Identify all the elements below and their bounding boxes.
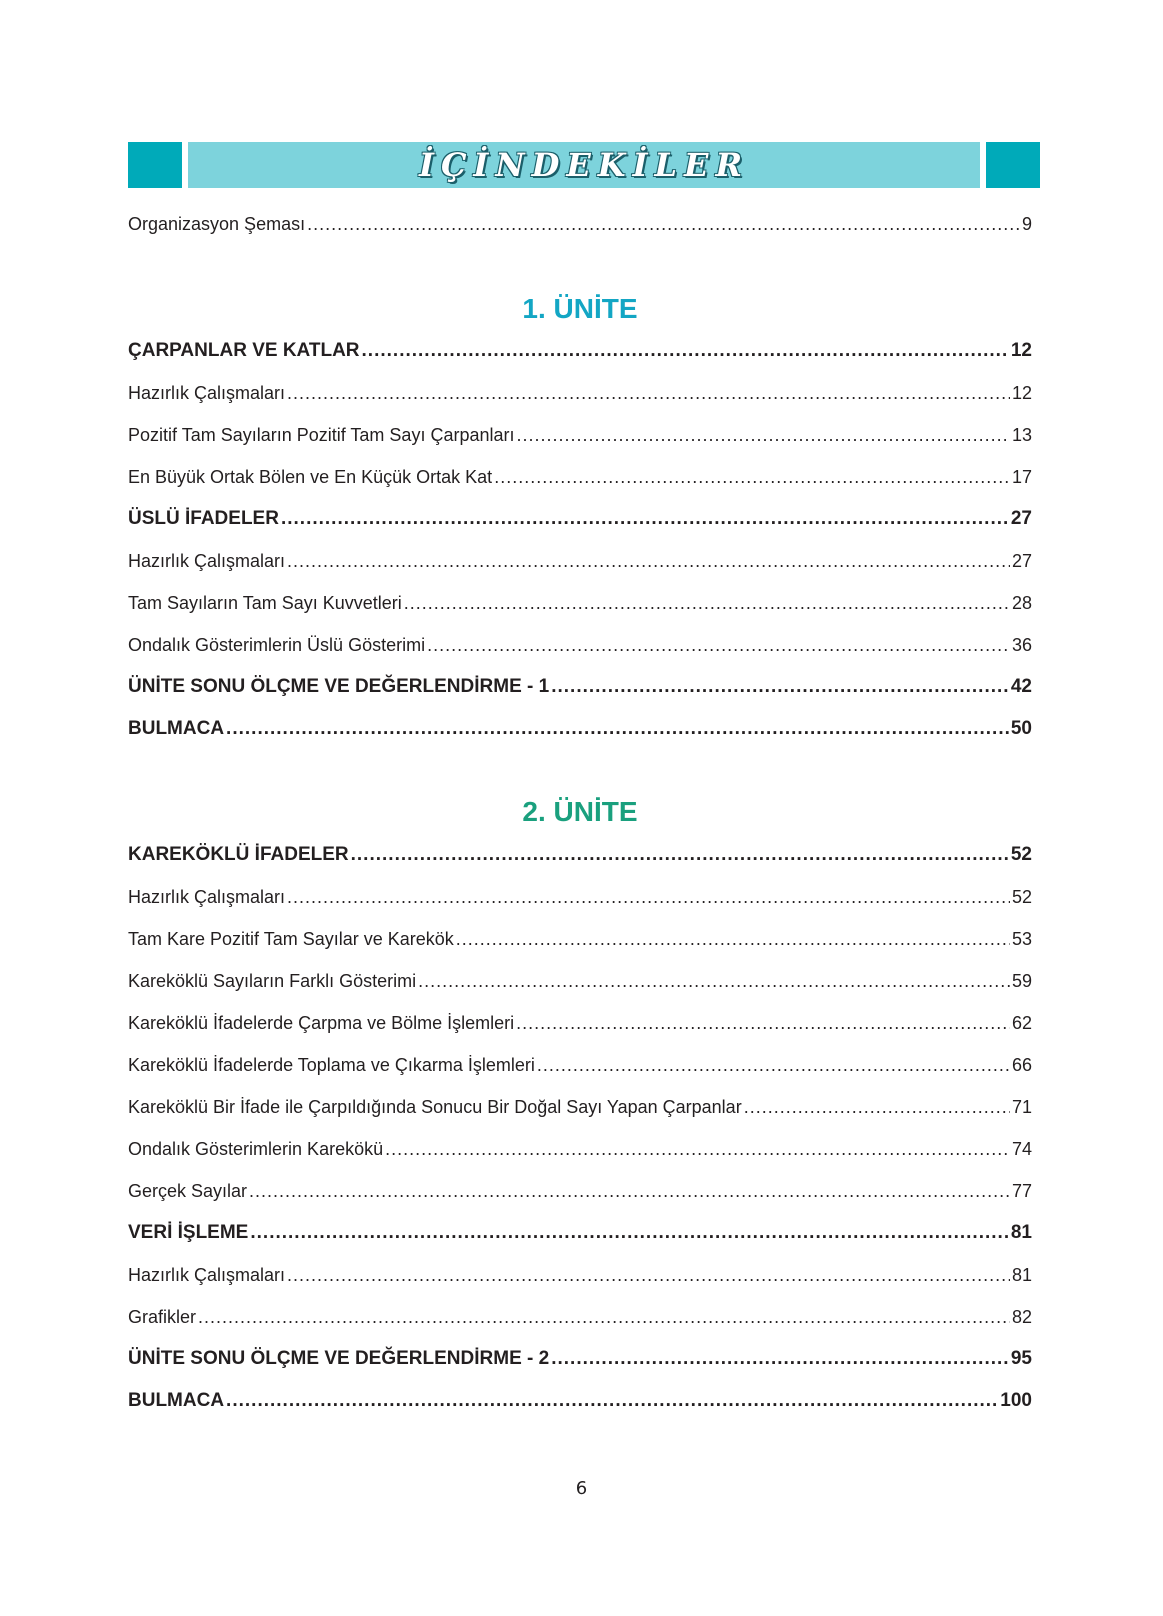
toc-entry[interactable] [128,927,1032,951]
toc-entry-page: 50 [1010,718,1032,739]
dot-leader [226,1389,998,1413]
toc-entry[interactable] [128,549,1032,573]
toc-entry-title: Tam Kare Pozitif Tam Sayılar ve Karekök [128,929,454,949]
toc-entry-page: 81 [1010,1222,1032,1243]
toc-entry-title: Pozitif Tam Sayıların Pozitif Tam Sayı Çarpanları [128,425,515,445]
toc-entry[interactable] [128,381,1032,405]
dot-leader [744,1095,1010,1119]
toc-entry-page: 13 [1011,425,1032,445]
page-number: 6 [575,1478,588,1499]
unit-heading: 1. ÜNİTE [522,293,638,324]
toc-entry-page: 27 [1010,508,1032,529]
toc-entry[interactable] [128,1305,1032,1329]
toc-entry-page: 59 [1011,971,1032,991]
dot-leader [456,927,1010,951]
dot-leader [418,969,1010,993]
toc-entry[interactable] [128,465,1032,489]
toc-entry-page: 27 [1011,551,1032,571]
toc-entry-title: Ondalık Gösterimlerin Karekökü [128,1139,384,1159]
toc-entry-title: KAREKÖKLÜ İFADELER [128,844,349,865]
dot-leader [494,465,1010,489]
toc-entry-page: 100 [1000,1390,1032,1411]
toc-entry[interactable] [128,1179,1032,1203]
toc-entry-title: Grafikler [128,1307,197,1327]
toc-entry-page: 95 [1010,1348,1032,1369]
toc-entry[interactable] [128,1053,1032,1077]
toc-entry[interactable] [128,1263,1032,1287]
toc-entry-page: 12 [1011,383,1032,403]
dot-leader [287,885,1010,909]
toc-entry-page: 74 [1011,1139,1032,1159]
dot-leader [362,339,1009,363]
dot-leader [404,591,1010,615]
toc-entry-page: 52 [1010,844,1032,865]
toc-entry-page: 77 [1011,1181,1032,1201]
toc-entry-page: 82 [1011,1307,1032,1327]
toc-section-entry[interactable] [128,1221,1032,1245]
dot-leader [226,717,1009,741]
dot-leader [427,633,1010,657]
toc-entry-title: Kareköklü Sayıların Farklı Gösterimi [128,971,417,991]
dot-leader [307,212,1020,236]
toc-entry-page: 42 [1010,676,1032,697]
banner-right-cap [986,142,1040,188]
toc-entry-title: BULMACA [128,1390,225,1411]
dot-leader [551,1347,1009,1371]
title-banner [128,142,1040,188]
toc-entry[interactable] [128,1011,1032,1035]
dot-leader [198,1305,1010,1329]
toc-entry-title: BULMACA [128,718,225,739]
toc-entry-intro[interactable] [128,212,1032,236]
toc-entry-title: Hazırlık Çalışmaları [128,1265,286,1285]
toc-entry[interactable] [128,423,1032,447]
toc-section-entry[interactable] [128,339,1032,363]
page-title: İÇİNDEKİLER [418,146,750,184]
toc-entry-title: Tam Sayıların Tam Sayı Kuvvetleri [128,593,402,613]
toc-entry-page: 53 [1011,929,1032,949]
dot-leader [551,675,1009,699]
toc-section-entry[interactable] [128,675,1032,699]
toc-section-entry[interactable] [128,507,1032,531]
toc-entry-page: 66 [1011,1055,1032,1075]
toc-entry-title: Hazırlık Çalışmaları [128,383,286,403]
toc-entry-page: 36 [1011,635,1032,655]
toc-entry-title: ÜNİTE SONU ÖLÇME VE DEĞERLENDİRME - 1 [128,676,550,697]
toc-section-entry[interactable] [128,717,1032,741]
toc-entry[interactable] [128,1137,1032,1161]
toc-entry-title: Hazırlık Çalışmaları [128,551,286,571]
unit-heading: 2. ÜNİTE [522,796,638,827]
toc-entry-title: ÜSLÜ İFADELER [128,508,279,529]
toc-entry-title: ÜNİTE SONU ÖLÇME VE DEĞERLENDİRME - 2 [128,1348,550,1369]
toc-section-entry[interactable] [128,843,1032,867]
toc-entry-page: 62 [1011,1013,1032,1033]
toc-entry-page: 52 [1011,887,1032,907]
banner-left-cap [128,142,182,188]
toc-entry[interactable] [128,591,1032,615]
toc-entry-page: 17 [1011,467,1032,487]
toc-entry-page: 12 [1010,340,1032,361]
toc-entry-page: 28 [1011,593,1032,613]
toc-entry[interactable] [128,885,1032,909]
toc-entry-page: 9 [1021,214,1032,234]
toc-entry-title: Kareköklü İfadelerde Toplama ve Çıkarma İşlemleri [128,1055,535,1075]
toc-entry-title: Kareköklü Bir İfade ile Çarpıldığında Sonucu Bir Doğal Sayı Yapan Çarpanlar [128,1097,742,1117]
toc-entry-title: Gerçek Sayılar [128,1181,248,1201]
dot-leader [249,1179,1010,1203]
toc-entry-title: Kareköklü İfadelerde Çarpma ve Bölme İşlemleri [128,1013,515,1033]
toc-entry-page: 81 [1011,1265,1032,1285]
dot-leader [351,843,1009,867]
dot-leader [287,381,1010,405]
dot-leader [287,549,1010,573]
toc-entry-page: 71 [1011,1097,1032,1117]
dot-leader [516,1011,1010,1035]
toc-entry[interactable] [128,1095,1032,1119]
dot-leader [537,1053,1010,1077]
toc-entry[interactable] [128,969,1032,993]
toc-entry-title: ÇARPANLAR VE KATLAR [128,340,360,361]
toc-entry-title: Organizasyon Şeması [128,214,306,234]
dot-leader [287,1263,1010,1287]
dot-leader [385,1137,1010,1161]
toc-entry-title: VERİ İŞLEME [128,1222,249,1243]
toc-entry-title: Hazırlık Çalışmaları [128,887,286,907]
dot-leader [281,507,1009,531]
dot-leader [250,1221,1009,1245]
toc-entry-title: En Büyük Ortak Bölen ve En Küçük Ortak Kat [128,467,493,487]
toc-entry[interactable] [128,633,1032,657]
toc-section-entry[interactable] [128,1347,1032,1371]
toc-section-entry[interactable] [128,1389,1032,1413]
dot-leader [517,423,1010,447]
banner-band [188,142,980,188]
toc-entry-title: Ondalık Gösterimlerin Üslü Gösterimi [128,635,426,655]
